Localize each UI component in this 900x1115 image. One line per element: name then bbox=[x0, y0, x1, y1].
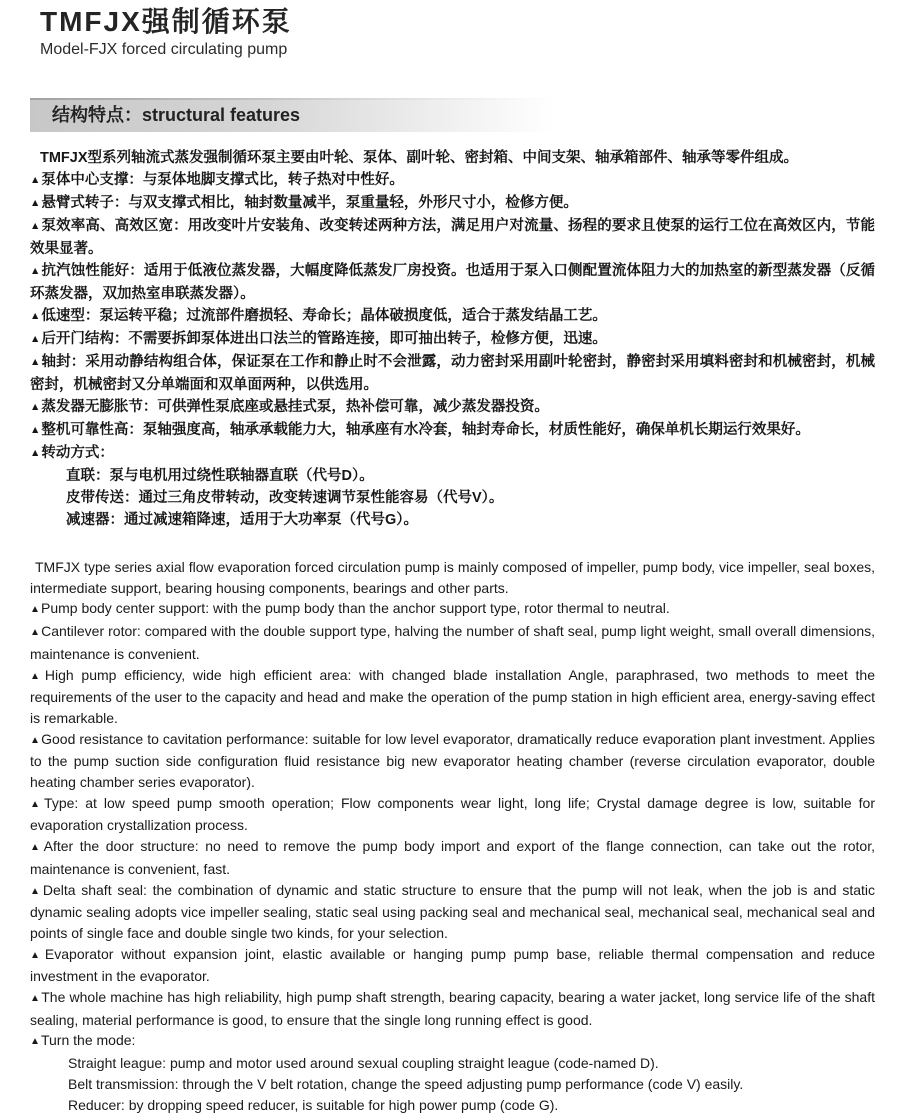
section-header-label: 结构特点：structural features bbox=[52, 105, 301, 125]
en-feature-item bbox=[30, 793, 875, 836]
zh-feature-item bbox=[30, 305, 875, 328]
zh-intro-paragraph: TMFJX型系列轴流式蒸发强制循环泵主要由叶轮、泵体、副叶轮、密封箱、中间支架、轴承箱部件、轴承等零件组成。 bbox=[40, 150, 799, 166]
zh-feature-text: 轴封：采用动静结构组合体，保证泵在工作和静止时不会泄露，动力密封采用副叶轮密封，静密封采用填料密封和机械密封，机械密封，机械密封又分单端面和双单面两种，以供选用。 bbox=[30, 354, 875, 393]
en-feature-item bbox=[30, 836, 875, 879]
triangle-bullet-icon: ▲ bbox=[30, 949, 45, 961]
en-feature-item bbox=[30, 729, 875, 793]
en-feature-text: High pump efficiency, wide high efficient area: with changed blade installation Angle, paraphrased, two methods to meet the requirements of the user to the capacity and head and make the operation of the pump station in high efficient area, energy-saving effect is remarkable. bbox=[30, 666, 875, 726]
en-feature-item bbox=[30, 987, 875, 1030]
en-feature-text: Delta shaft seal: the combination of dynamic and static structure to ensure that the pump will not leak, when the job is and static dynamic sealing adopts vice impeller sealing, static seal using packing seal and mechanical seal, mechanical seal, mechanical seal and points of single face and double single two kinds, for your selection. bbox=[30, 881, 876, 941]
zh-feature-item bbox=[30, 260, 875, 305]
zh-feature-item bbox=[30, 215, 875, 260]
zh-feature-text: 低速型：泵运转平稳；过流部件磨损轻、寿命长；晶体破损度低，适合于蒸发结晶工艺。 bbox=[41, 308, 607, 324]
triangle-bullet-icon: ▲ bbox=[30, 604, 41, 616]
triangle-bullet-icon: ▲ bbox=[30, 993, 42, 1005]
en-feature-item bbox=[30, 598, 875, 621]
triangle-bullet-icon: ▲ bbox=[30, 425, 42, 436]
page-subtitle: Model-FJX forced circulating pump bbox=[40, 41, 288, 58]
en-feature-item bbox=[30, 1030, 875, 1053]
zh-feature-item bbox=[30, 396, 875, 419]
zh-feature-text: 抗汽蚀性能好：适用于低液位蒸发器，大幅度降低蒸发厂房投资。也适用于泵入口侧配置流体阻力大的加热室的新型蒸发器（反循环蒸发器，双加热室串联蒸发器）。 bbox=[30, 263, 875, 302]
zh-feature-item bbox=[30, 328, 875, 351]
page-title: TMFJX强制循环泵 bbox=[40, 6, 292, 37]
en-feature-item bbox=[30, 621, 875, 664]
triangle-bullet-icon: ▲ bbox=[30, 402, 42, 413]
zh-feature-text: 悬臂式转子：与双支撑式相比，轴封数量减半，泵重量轻，外形尺寸小，检修方便。 bbox=[41, 195, 578, 211]
triangle-bullet-icon: ▲ bbox=[30, 734, 42, 746]
triangle-bullet-icon: ▲ bbox=[30, 175, 42, 186]
section-header-bar bbox=[30, 98, 875, 132]
en-feature-text: Good resistance to cavitation performance: suitable for low level evaporator, dramatically reduce evaporation plant investment. Applies to the pump suction side configuration fluid resistance big new evaporator heating chamber (reverse circulation evaporator, double heating chamber series evaporator). bbox=[30, 730, 875, 791]
zh-feature-text: 后开门结构：不需要拆卸泵体进出口法兰的管路连接，即可抽出转子，检修方便，迅速。 bbox=[41, 331, 607, 347]
triangle-bullet-icon: ▲ bbox=[30, 885, 43, 897]
en-drive-mode-reducer: Reducer: by dropping speed reducer, is suitable for high power pump (code G). bbox=[68, 1096, 559, 1113]
zh-feature-item bbox=[30, 419, 875, 442]
en-feature-text: Evaporator without expansion joint, elastic available or hanging pump pump base, reliable thermal compensation and reduce investment in the evaporator. bbox=[30, 945, 875, 985]
triangle-bullet-icon: ▲ bbox=[30, 334, 42, 345]
en-feature-text: After the door structure: no need to remove the pump body import and export of the flange connection, can take out the rotor, maintenance is convenient, fast. bbox=[30, 838, 875, 877]
en-feature-item bbox=[30, 944, 875, 987]
zh-feature-item bbox=[30, 169, 875, 192]
page-header bbox=[40, 6, 875, 59]
zh-feature-item bbox=[30, 442, 875, 465]
triangle-bullet-icon: ▲ bbox=[30, 670, 45, 682]
triangle-bullet-icon: ▲ bbox=[30, 627, 42, 639]
en-feature-text: The whole machine has high reliability, high pump shaft strength, bearing capacity, bearing a water jacket, long service life of the shaft sealing, material performance is good, to ensure that the single long running effect is good. bbox=[30, 989, 875, 1028]
triangle-bullet-icon: ▲ bbox=[30, 221, 42, 232]
english-features-section bbox=[30, 557, 875, 1115]
triangle-bullet-icon: ▲ bbox=[30, 357, 42, 368]
en-feature-text: Cantilever rotor: compared with the double support type, halving the number of shaft seal, pump light weight, small overall dimensions, maintenance is convenient. bbox=[30, 623, 875, 662]
en-intro-paragraph: TMFJX type series axial flow evaporation forced circulation pump is mainly composed of impeller, pump body, vice impeller, seal boxes, intermediate support, bearing housing components, bearings and other parts. bbox=[30, 559, 875, 596]
en-drive-mode-belt: Belt transmission: through the V belt rotation, change the speed adjusting pump performance (code V) easily. bbox=[68, 1075, 744, 1092]
zh-drive-mode-direct: 直联：泵与电机用过绕性联轴器直联（代号D）。 bbox=[66, 468, 374, 484]
en-feature-text: Turn the mode: bbox=[40, 1032, 136, 1049]
triangle-bullet-icon: ▲ bbox=[30, 198, 42, 209]
zh-feature-text: 整机可靠性高：泵轴强度高，轴承承载能力大，轴承座有水冷套，轴封寿命长，材质性能好，确保单机长期运行效果好。 bbox=[41, 422, 810, 438]
triangle-bullet-icon: ▲ bbox=[30, 448, 42, 459]
zh-feature-text: 泵体中心支撑：与泵体地脚支撑式比，转子热对中性好。 bbox=[41, 172, 404, 188]
en-drive-mode-direct: Straight league: pump and motor used around sexual coupling straight league (code-named D). bbox=[68, 1055, 659, 1072]
zh-drive-mode-reducer: 减速器：通过减速箱降速，适用于大功率泵（代号G）。 bbox=[66, 512, 419, 528]
en-feature-text: Type: at low speed pump smooth operation; Flow components wear light, long life; Crystal damage degree is low, suitable for evaporation crystallization process. bbox=[30, 794, 875, 834]
zh-drive-mode-belt: 皮带传送：通过三角皮带转动，改变转速调节泵性能容易（代号V）。 bbox=[66, 490, 504, 506]
en-feature-item bbox=[30, 665, 875, 729]
triangle-bullet-icon: ▲ bbox=[30, 266, 42, 277]
triangle-bullet-icon: ▲ bbox=[30, 842, 44, 854]
triangle-bullet-icon: ▲ bbox=[30, 1036, 41, 1048]
triangle-bullet-icon: ▲ bbox=[30, 311, 42, 322]
zh-feature-item bbox=[30, 351, 875, 396]
en-feature-text: Pump body center support: with the pump body than the anchor support type, rotor thermal to neutral. bbox=[40, 600, 670, 617]
zh-feature-text: 蒸发器无膨胀节：可供弹性泵底座或悬挂式泵，热补偿可靠，减少蒸发器投资。 bbox=[41, 399, 549, 415]
zh-feature-text: 泵效率高、高效区宽：用改变叶片安装角、改变转述两种方法，满足用户对流量、扬程的要求且使泵的运行工位在高效区内，节能效果显著。 bbox=[30, 218, 875, 257]
en-feature-item bbox=[30, 880, 875, 944]
zh-feature-item bbox=[30, 192, 875, 215]
zh-feature-text: 转动方式： bbox=[41, 445, 114, 461]
triangle-bullet-icon: ▲ bbox=[30, 798, 45, 810]
chinese-features-section bbox=[30, 147, 875, 531]
